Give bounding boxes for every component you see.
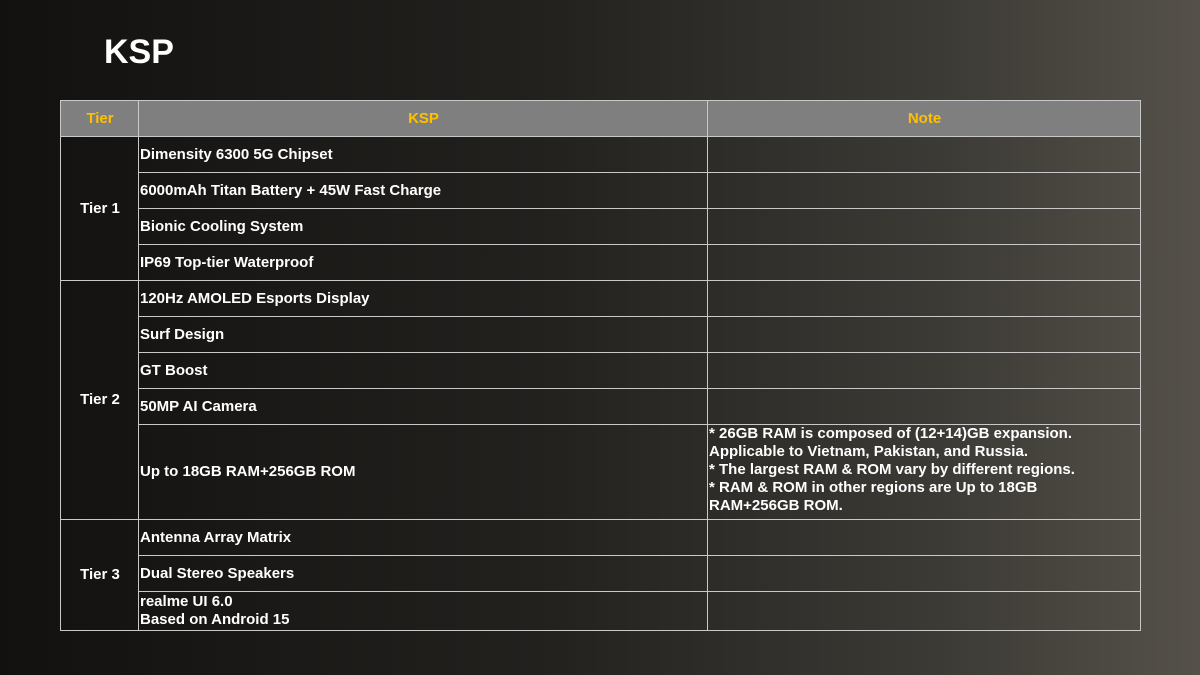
table-row [61,281,1141,317]
note-cell [708,556,1141,592]
table-row [61,353,1141,389]
ksp-table [60,100,1141,631]
note-cell [708,245,1141,281]
header-note: Note [708,101,1141,137]
table-row [61,425,1141,520]
note-cell [708,209,1141,245]
note-line: * RAM & ROM in other regions are Up to 18GB [709,479,1038,496]
ksp-cell: 6000mAh Titan Battery + 45W Fast Charge [139,173,708,209]
table-row [61,592,1141,631]
table-row [61,137,1141,173]
note-cell [708,353,1141,389]
tier-label: Tier 3 [61,520,139,631]
header-ksp: KSP [139,101,708,137]
note-cell [708,520,1141,556]
ksp-cell: 120Hz AMOLED Esports Display [139,281,708,317]
table-header-row [61,101,1141,137]
ksp-cell: Surf Design [139,317,708,353]
ksp-cell: Dimensity 6300 5G Chipset [139,137,708,173]
note-cell [708,317,1141,353]
note-cell [708,137,1141,173]
note-cell [708,389,1141,425]
page-title: KSP [104,33,174,71]
ksp-cell [139,592,708,631]
ksp-line: Based on Android 15 [140,611,290,628]
table-row [61,556,1141,592]
ksp-cell: Antenna Array Matrix [139,520,708,556]
table-row [61,520,1141,556]
ksp-cell: Dual Stereo Speakers [139,556,708,592]
note-line: * 26GB RAM is composed of (12+14)GB expansion. [709,425,1073,442]
table-row [61,317,1141,353]
header-tier: Tier [61,101,139,137]
ksp-line: realme UI 6.0 [140,593,233,610]
ksp-cell: IP69 Top-tier Waterproof [139,245,708,281]
note-line: Applicable to Vietnam, Pakistan, and Russia. [709,443,1028,460]
tier-label: Tier 2 [61,281,139,520]
note-line: RAM+256GB ROM. [709,497,843,514]
table-row [61,389,1141,425]
ksp-cell: Bionic Cooling System [139,209,708,245]
tier-label: Tier 1 [61,137,139,281]
note-cell [708,281,1141,317]
note-cell [708,173,1141,209]
ksp-cell: Up to 18GB RAM+256GB ROM [139,425,708,520]
table-row [61,209,1141,245]
ksp-cell: GT Boost [139,353,708,389]
note-cell [708,592,1141,631]
ksp-cell: 50MP AI Camera [139,389,708,425]
table-row [61,173,1141,209]
table-row [61,245,1141,281]
note-cell [708,425,1141,520]
note-line: * The largest RAM & ROM vary by different regions. [709,461,1075,478]
